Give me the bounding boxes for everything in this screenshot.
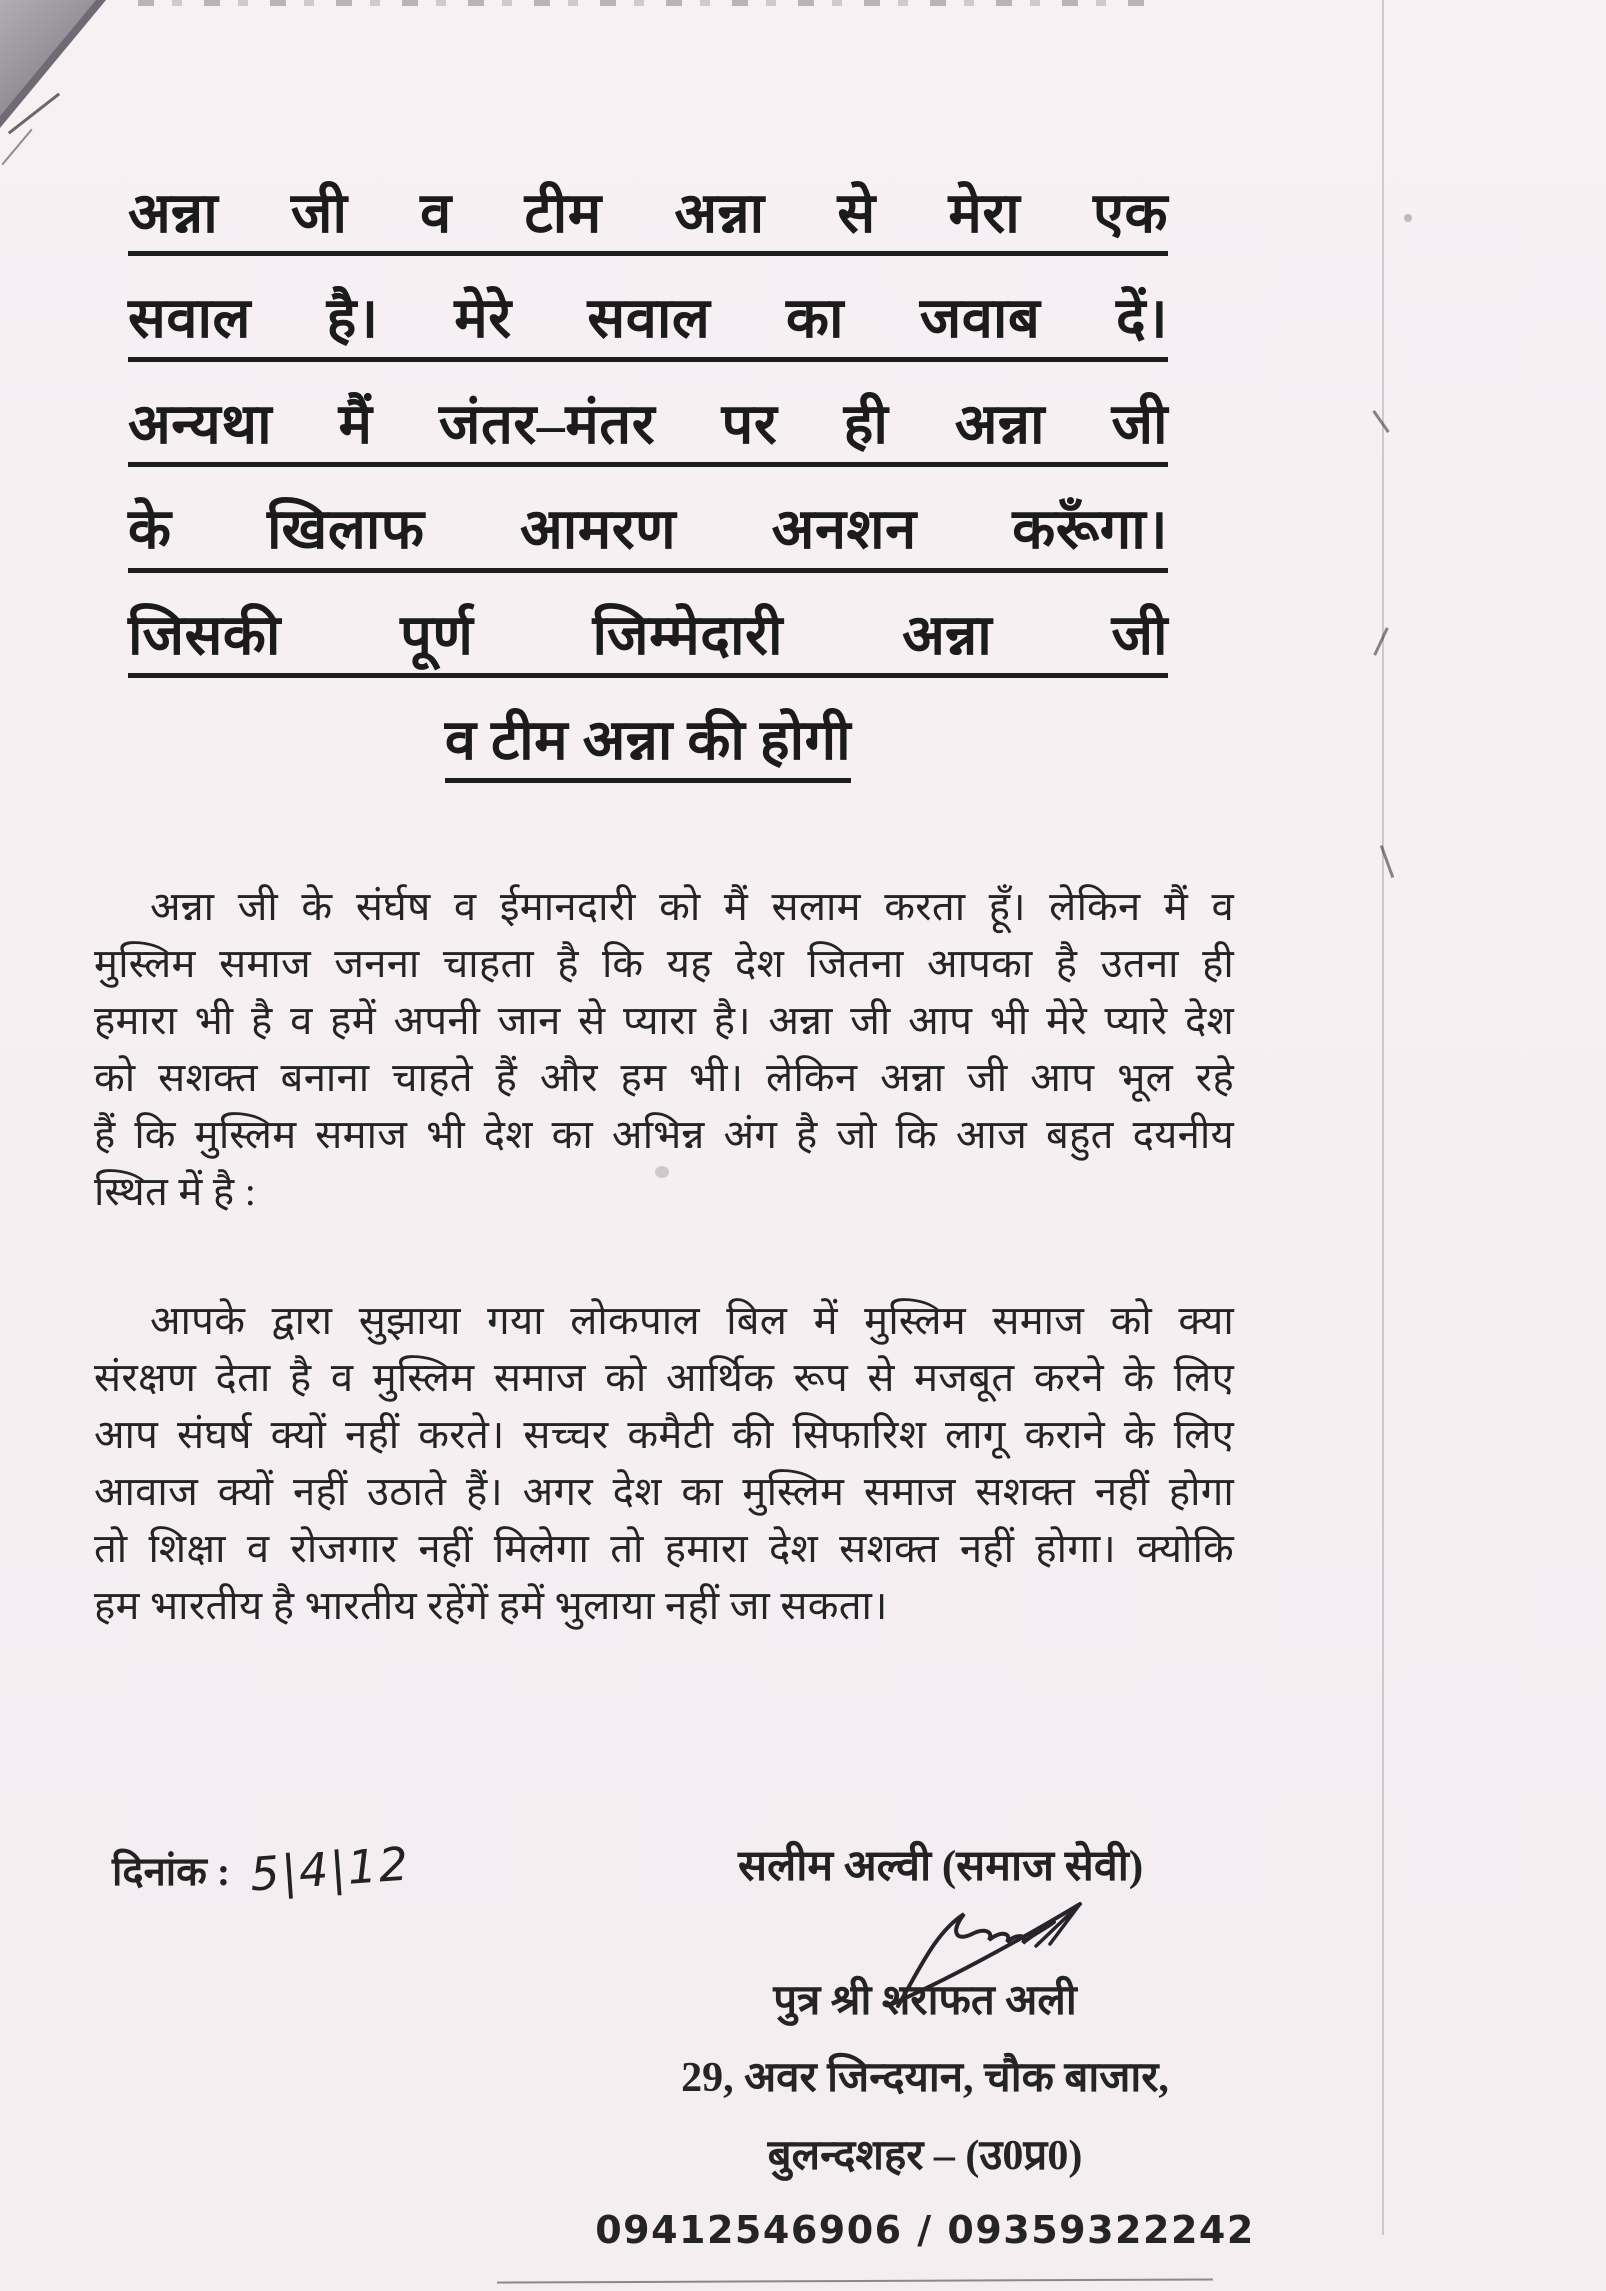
paragraph-1: [94, 878, 1234, 1220]
fold-crease-mark: [1, 129, 32, 166]
scan-speck: [1404, 214, 1412, 222]
address-line-street: 29, अवर जिन्दयान, चौक बाजार,: [681, 2055, 1169, 2102]
scan-bottom-line: [497, 2278, 1213, 2283]
paragraph-2-line: आपके द्वारा सुझाया गया लोकपाल बिल में मुस्लिम समाज को क्या: [150, 1298, 1234, 1343]
scan-speck: [1373, 627, 1388, 655]
paragraph-2: [94, 1292, 1234, 1634]
scan-scratch-line: [1382, 0, 1384, 2235]
paragraph-2-line: तो शिक्षा व रोजगार नहीं मिलेगा तो हमारा देश सशक्त नहीं होगा। क्योकि: [94, 1526, 1234, 1571]
address-line-relation: पुत्र श्री शराफत अली: [773, 1978, 1077, 2024]
scan-speck: [1372, 410, 1389, 433]
date-row: [112, 1836, 412, 1902]
address-line-city: बुलन्दशहर – (उ0प्र0): [767, 2132, 1083, 2179]
paragraph-1-line: को सशक्त बनाना चाहते हैं और हम भी। लेकिन अन्ना जी आप भूल रहे: [94, 1055, 1234, 1100]
paragraph-1-line: हैं कि मुस्लिम समाज भी देश का अभिन्न अंग है जो कि आज बहुत दयनीय: [94, 1112, 1234, 1157]
paragraph-2-line: हम भारतीय है भारतीय रहेंगें हमें भुलाया नहीं जा सकता।: [94, 1583, 888, 1628]
paragraph-1-line: स्थित में है :: [94, 1169, 257, 1214]
signatory-name: सलीम अल्वी (समाज सेवी): [738, 1843, 1144, 1890]
paragraph-1-line: मुस्लिम समाज जनना चाहता है कि यह देश जितना आपका है उतना ही: [94, 941, 1234, 986]
headline-line-4: के खिलाफ आमरण अनशन करूँगा।: [128, 498, 1168, 572]
headline-line-1: अन्ना जी व टीम अन्ना से मेरा एक: [128, 182, 1168, 256]
paragraph-2-line: आप संघर्ष क्यों नहीं करते। सच्चर कमैटी की सिफारिश लागू कराने के लिए: [94, 1412, 1234, 1457]
headline-line-5: जिसकी पूर्ण जिम्मेदारी अन्ना जी: [128, 604, 1168, 678]
address-block: [560, 1976, 1290, 2254]
handwritten-date: 5|4|12: [248, 1836, 412, 1902]
phone-numbers: 09412546906 / 09359322242: [595, 2208, 1255, 2253]
paragraph-1-line: अन्ना जी के संर्घष व ईमानदारी को मैं सलाम करता हूँ। लेकिन मैं व: [150, 884, 1234, 929]
headline-line-2: सवाल है। मेरे सवाल का जवाब दें।: [128, 287, 1168, 361]
paragraph-2-line: संरक्षण देता है व मुस्लिम समाज को आर्थिक रूप से मजबूत करने के लिए: [94, 1355, 1234, 1400]
headline-line-6: व टीम अन्ना की होगी: [445, 709, 851, 783]
headline-block: [128, 182, 1168, 814]
scan-edge-noise: [138, 0, 1148, 6]
paragraph-1-line: हमारा भी है व हमें अपनी जान से प्यारा है। अन्ना जी आप भी मेरे प्यारे देश: [94, 998, 1234, 1043]
date-label: दिनांक :: [112, 1849, 231, 1894]
folded-corner: [0, 0, 96, 116]
headline-line-3: अन्यथा मैं जंतर–मंतर पर ही अन्ना जी: [128, 393, 1168, 467]
paragraph-2-line: आवाज क्यों नहीं उठाते हैं। अगर देश का मुस्लिम समाज सशक्त नहीं होगा: [94, 1469, 1234, 1514]
